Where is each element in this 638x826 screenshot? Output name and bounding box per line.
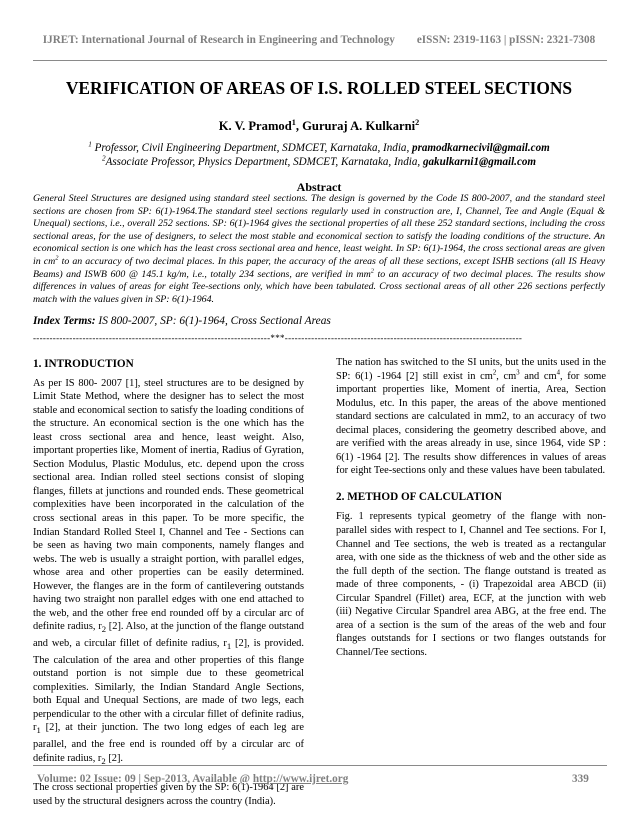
affiliation-2-sup: 2 [101, 154, 106, 163]
page-number: 339 [572, 773, 589, 785]
footer-rule [33, 765, 607, 766]
journal-header [0, 34, 638, 46]
method-heading: 2. METHOD OF CALCULATION [336, 490, 502, 503]
intro-text-c: [2], is provided. The calculation of the area and other properties of this flange outstand portion is not simple due to these geometrical complexities. Similarly, the Indian Standard Angle Sections, both Equal and Unequal Sections, are made of two legs, each perpendicular to the other with a circular fillet of definite radius, r [33, 638, 304, 734]
abstract-heading: Abstract [296, 180, 342, 194]
abstract-sup-2: 2 [370, 267, 375, 275]
author-2-sup: 2 [415, 117, 420, 127]
affiliation-1-email[interactable]: pramodkarnecivil@gmail.com [412, 142, 550, 154]
intro-sub-r2: 2 [101, 624, 107, 635]
index-terms [33, 315, 605, 327]
abstract-text-1: General Steel Structures are designed using standard steel sections. The design is governed by the Code IS 800-2007, and the standard steel sections are chosen from SP: 6(1)-1964.The standard steel sections regularly used in construction are, I, Channel, Tee and Angle (Equal & Unequal) sections, i.e., overall 252 sections. SP: 6(1)-1964 gives the sectional properties of all these 252 standard sections, including the cross sectional areas, for the use of designers, to select the most stable and economical section to satisfy the loading conditions of the structure. An economical section is one which has the least cross sectional area and hence, least weight. In SP: 6(1)-1964, the cross sectional areas are given in cm [33, 193, 605, 267]
section-separator: ------------------------------------------------------------------------***------------------------------------------------------------------------ [33, 333, 523, 343]
col2-text-d: , for some important properties like, Moment of inertia, Area, Section Modulus, etc. In this paper, the areas of the above mentioned standard sections are calculated in mm2, to an accuracy of two decimal places, considering the geometry described above, and are verified with the areas already in use, since 1964, vide SP : 6(1) -1964 [2]. The results show differences in values of areas for eight Tee-sections only and these values have been tabulated. [336, 370, 606, 477]
right-column [336, 356, 606, 659]
col2-sup-b: 3 [516, 369, 520, 377]
paper-title: VERIFICATION OF AREAS OF I.S. ROLLED STEEL SECTIONS [65, 78, 573, 98]
col2-paragraph-1 [336, 356, 606, 478]
intro-paragraph-2: The cross sectional properties given by the SP: 6(1)-1964 [2] are used by the structural designers across the country (India). [33, 782, 304, 807]
footer-link[interactable]: http://www.ijret.org [252, 773, 349, 785]
author-2: Gururaj A. Kulkarni [302, 119, 416, 133]
journal-name: IJRET: International Journal of Research in Engineering and Technology [42, 34, 395, 46]
intro-text-d: [2], at their junction. The two long edges of each leg are parallel, and the free end is rounded off by a circular arc of definite radius, r [33, 722, 304, 764]
footer-text [37, 773, 348, 785]
col2-text-a: The nation has switched to the SI units, but the units used in the SP: 6(1) -1964 [2] still exist in cm [336, 357, 606, 382]
footer-volume: Volume: 02 Issue: 09 | Sep-2013, Available @ [37, 773, 253, 785]
intro-paragraph-1 [33, 377, 304, 769]
abstract-text-2: to an accuracy of two decimal places. In this paper, the accuracy of the areas of all these sections, except ISHB sections (all IS Heavy Beams) and ISWB 600 @ 145.1 kg/m, i.e., totally 234 sections, are verified in mm [33, 255, 605, 280]
col2-sup-c: 4 [556, 369, 560, 377]
col2-sup-a: 2 [492, 369, 497, 377]
affiliation-1-sup: 1 [88, 140, 92, 149]
index-terms-label: Index Terms: [33, 315, 96, 327]
affiliation-1-text: Professor, Civil Engineering Department, SDMCET, Karnataka, India, [91, 142, 413, 154]
intro-sub-r2b: 2 [101, 755, 106, 766]
author-separator: , [295, 119, 303, 133]
issn-info: eISSN: 2319-1163 | pISSN: 2321-7308 [416, 34, 596, 46]
author-1: K. V. Pramod [218, 119, 292, 133]
intro-text-a: As per IS 800- 2007 [1], steel structures are to be designed by Limit State Method, where the designer has to select the most stable and economical section to satisfy the loading conditions of the structure. An economical section is the one which has the least cross sectional area and hence, least weight. Also, important properties like, Moment of inertia, Radius of Gyration, Section Modulus, Plastic Modulus, etc. depend upon the cross sectional area. Indian rolled steel sections consist of sloping flanges, fillets at junctions and rounded ends. These geometrical complexities have been incorporated in the calculation of the cross sectional areas in this paper. To be more specific, the Indian Standard Rolled Steel I, Channel and Tee - Sections can be seen as having two main components, namely flanges and webs. The web is usually a straight portion, with parallel edges, whose area and other properties can be easily determined. However, the flanges are in the form of cantilevering outstands having two straight non parallel edges with one end attached to the web, and the other free end rounded off by a circular arc of definite radius, r [33, 377, 304, 633]
abstract-text-3: to an accuracy of two decimal places. The results show differences in values of areas for eight Tee-sections only, which have been tabulated. Cross sectional areas of all other 226 sections perfectly match with the values given in SP: 6(1)-1964. [33, 268, 605, 305]
affiliation-2 [0, 156, 638, 168]
header-rule [33, 60, 607, 61]
intro-text-e: [2]. [105, 752, 124, 764]
intro-text-b: [2]. Also, at the junction of the flange outstand and web, a circular fillet of definite radius, r [33, 621, 304, 650]
index-terms-text: IS 800-2007, SP: 6(1)-1964, Cross Sectional Areas [95, 315, 331, 327]
abstract-sup-1: 2 [55, 254, 59, 262]
intro-heading: 1. INTRODUCTION [33, 358, 134, 370]
author-line [0, 119, 638, 134]
intro-sub-r1: 1 [226, 641, 232, 652]
col2-text-c: and cm [519, 370, 557, 382]
affiliation-1 [0, 142, 638, 154]
intro-sub-r1b: 1 [36, 725, 41, 736]
method-paragraph: Fig. 1 represents typical geometry of the flange with non-parallel sides with respect to I, Channel and Tee sections. For I, Channel and Tee sections, the web is treated as a rectangular area, with one side as the thickness of web and the other side as the full depth of the section. The flange outstand is treated as made of three components, - (i) Trapezoidal area ABCD (ii) Circular Spandrel (Fillet) area, ECF, at the junction with web (iii) Negative Circular Spandrel area ABG, at the free end. The area of a section is the sum of the areas of the web and four flanges outstands for I sections or two flanges outstands for Channel/Tee sections. [336, 511, 606, 658]
abstract-body [33, 193, 605, 306]
affiliation-2-email[interactable]: gakulkarni1@gmail.com [422, 156, 537, 168]
left-column [33, 358, 304, 808]
col2-text-b: , cm [496, 370, 517, 382]
affiliation-2-text: Associate Professor, Physics Department, SDMCET, Karnataka, India, [105, 156, 423, 168]
author-1-sup: 1 [291, 117, 296, 127]
